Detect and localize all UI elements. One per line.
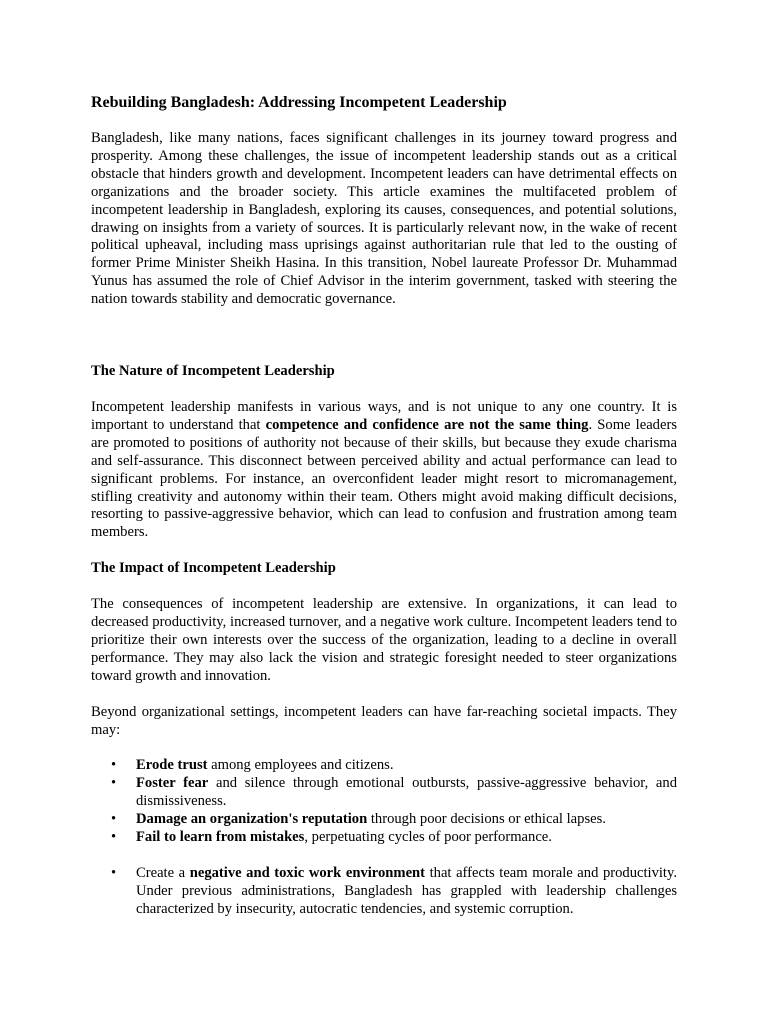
spacer (91, 847, 677, 865)
list-item-text: and silence through emotional outbursts, passive-aggressive behavior, and dismissiveness. (136, 775, 678, 810)
list-item-bold: Damage an organization's reputation (136, 811, 368, 828)
spacer (91, 381, 677, 399)
spacer (91, 542, 677, 560)
document-page (91, 88, 677, 919)
list-item-bold: Foster fear (136, 775, 209, 792)
nature-text-bold: competence and confidence are not the same thing (265, 416, 589, 433)
bullet-icon: • (111, 865, 117, 881)
list-item-bold: negative and toxic work environment (189, 865, 426, 881)
nature-text-after: . Some leaders are promoted to positions of authority not because of their skills, but because they exude charisma and self-assurance. This disconnect between perceived ability and actual performance can lead to significant problems. For instance, an overconfident leader might resort to micromanagement, stifling creativity and autonomy within their team. Others might avoid making difficult decisions, resorting to passive-aggressive behavior, which can lead to confusion and frustration among team members. (91, 416, 677, 541)
spacer (91, 309, 677, 363)
bullet-icon: • (111, 775, 117, 792)
nature-paragraph (91, 399, 677, 542)
list-item-text: , perpetuating cycles of poor performance. (304, 829, 552, 846)
list-item (91, 811, 677, 829)
impact-paragraph-1: The consequences of incompetent leadership are extensive. In organizations, it can lead to decreased productivity, increased turnover, and a negative work culture. Incompetent leaders tend to prioritize their own interests over the success of the organization, leading to a decline in overall performance. They may also lack the vision and strategic foresight needed to steer organizations toward growth and innovation. (91, 596, 677, 684)
list-item (91, 865, 677, 919)
list-item (91, 757, 677, 775)
section-heading-nature: The Nature of Incompetent Leadership (91, 363, 335, 380)
section-heading-impact: The Impact of Incompetent Leadership (91, 560, 336, 577)
impact-bullet-list (91, 757, 677, 847)
spacer (91, 578, 677, 596)
spacer (91, 686, 677, 704)
bullet-icon: • (111, 829, 117, 846)
list-item-text: among employees and citizens. (207, 757, 394, 774)
list-item-text: through poor decisions or ethical lapses. (367, 811, 606, 828)
list-item-text-after: that affects team morale and productivity. Under previous administrations, Bangladesh has grappled with leadership challenges characterized by insecurity, autocratic tendencies, and systemic corruption. (136, 865, 677, 917)
list-item-bold: Erode trust (136, 757, 208, 774)
document-title: Rebuilding Bangladesh: Addressing Incompetent Leadership (91, 94, 507, 111)
list-item (91, 775, 677, 811)
impact-paragraph-2: Beyond organizational settings, incompetent leaders can have far-reaching societal impacts. They may: (91, 703, 677, 738)
list-item-text-before: Create a (136, 865, 190, 881)
list-item (91, 829, 677, 847)
list-item-bold: Fail to learn from mistakes (136, 829, 305, 846)
intro-paragraph: Bangladesh, like many nations, faces significant challenges in its journey toward progress and prosperity. Among these challenges, the issue of incompetent leadership stands out as a critical obstacle that hinders growth and development. Incompetent leaders can have detrimental effects on organizations and the broader society. This article examines the multifaceted problem of incompetent leadership in Bangladesh, exploring its causes, consequences, and potential solutions, drawing on insights from a variety of sources. It is particularly relevant now, in the wake of recent political upheaval, including mass uprisings against authoritarian rule that led to the ousting of former Prime Minister Sheikh Hasina. In this transition, Nobel laureate Professor Dr. Muhammad Yunus has assumed the role of Chief Advisor in the interim government, tasked with steering the nation towards stability and democratic governance. (91, 130, 677, 308)
bullet-icon: • (111, 811, 117, 828)
impact-bullet-list-2 (91, 865, 677, 919)
spacer (91, 739, 677, 757)
nature-text-before: Incompetent leadership manifests in various ways, and is not unique to any one country. It is important to understand that (91, 398, 677, 433)
bullet-icon: • (111, 757, 117, 774)
